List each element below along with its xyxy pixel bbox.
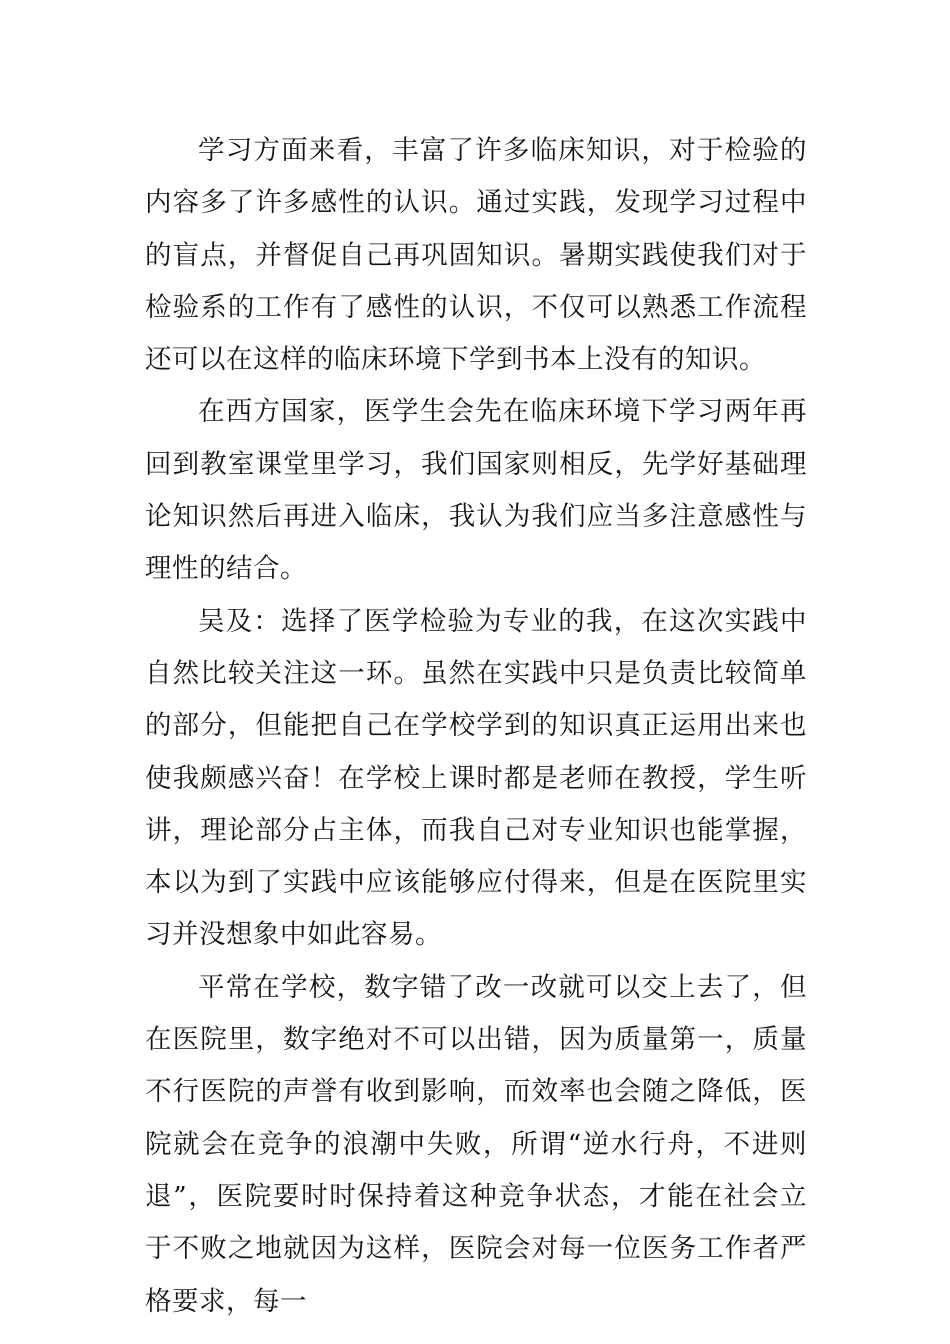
paragraph-western-countries: 在西方国家，医学生会先在临床环境下学习两年再回到教室课堂里学习，我们国家则相反，先学好基础理论知识然后再进入临床，我认为我们应当多注意感性与理性的结合。 [145,396,807,585]
paragraph-wu-ji: 吴及：选择了医学检验为专业的我，在这次实践中自然比较关注这一环。虽然在实践中只是负责比较简单的部分，但能把自己在学校学到的知识真正运用出来也使我颇感兴奋！在学校上课时都是老师在教授，学生听讲，理论部分占主体，而我自己对专业知识也能掌握，本以为到了实践中应该能够应付得来，但是在医院里实习并没想象中如此容易。 [145,605,807,951]
paragraph-hospital-accuracy: 平常在学校，数字错了改一改就可以交上去了，但在医院里，数字绝对不可以出错，因为质量第一，质量不行医院的声誉有收到影响，而效率也会随之降低，医院就会在竞争的浪潮中失败，所谓“逆水行舟，不进则退”，医院要时时保持着这种竞争状态，才能在社会立于不败之地就因为这样，医院会对每一位医务工作者严格要求，每一 [145,971,807,1317]
paragraph-study-aspect: 学习方面来看，丰富了许多临床知识，对于检验的内容多了许多感性的认识。通过实践，发现学习过程中的盲点，并督促自己再巩固知识。暑期实践使我们对于检验系的工作有了感性的认识，不仅可以熟悉工作流程还可以在这样的临床环境下学到书本上没有的知识。 [145,135,807,376]
document-body [145,125,807,1328]
